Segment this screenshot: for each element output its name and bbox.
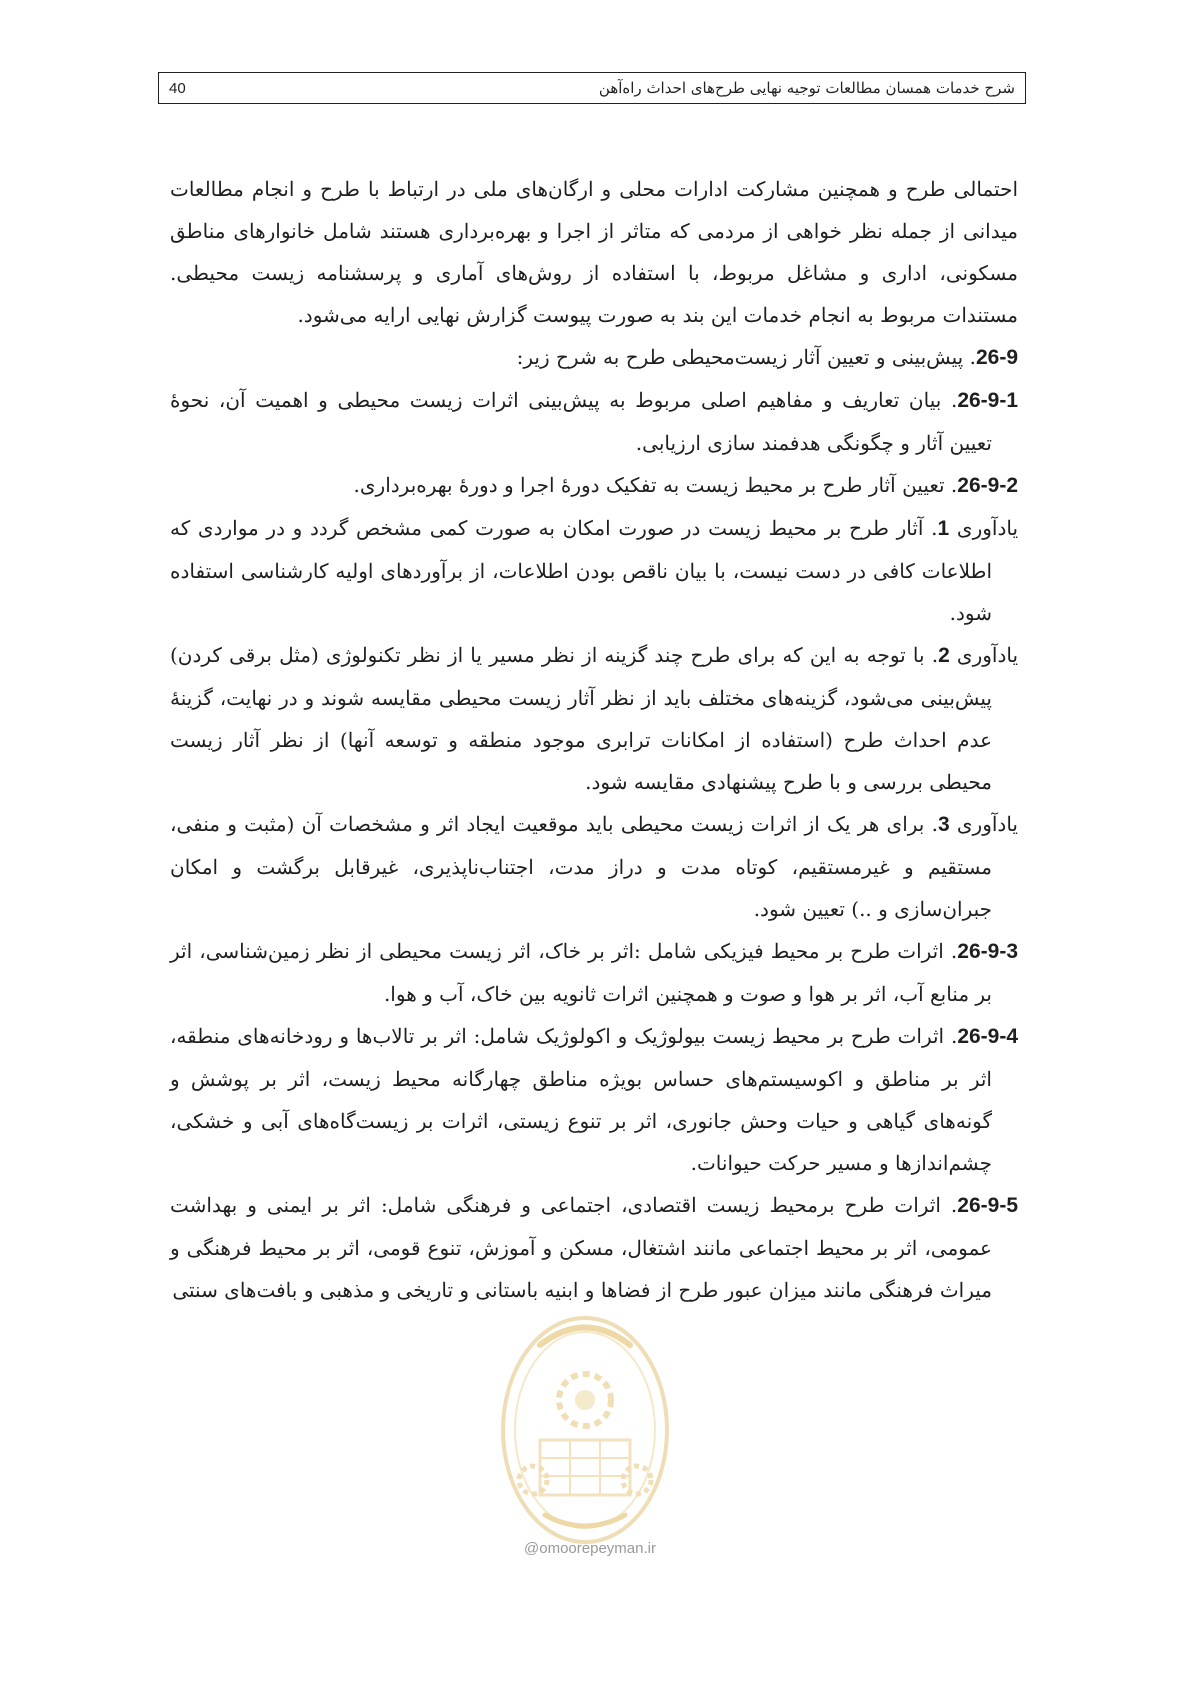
section-number: 26-9-2	[957, 474, 1018, 497]
note-label: یادآوری	[956, 643, 1019, 667]
section-text: بیان تعاریف و مفاهیم اصلی مربوط به پیش‌بینی اثرات زیست محیطی و اهمیت آن، نحوهٔ تعیین آثار و چگونگی هدفمند سازی ارزیابی.	[170, 388, 992, 455]
note-text: برای هر یک از اثرات زیست محیطی باید موقعیت ایجاد اثر و مشخصات آن (مثبت و منفی، مستقیم و غیرمستقیم، کوتاه مدت و دراز مدت، اجتناب‌ناپذیری، غیرقابل برگشت و امکان جبران‌سازی و ..) تعیین شود.	[170, 812, 992, 921]
section-number: 26-9-3	[957, 940, 1018, 963]
watermark-logo	[485, 1305, 685, 1555]
note-2: یادآوری 2. با توجه به این که برای طرح چند گزینه از نظر مسیر یا از نظر تکنولوژی (مثل برقی کردن) پیش‌بینی می‌شود، گزینه‌های مختلف باید از نظر آثار زیست محیطی مقایسه شوند و در نهایت، گزینهٔ عدم احداث طرح (استفاده از امکانات ترابری موجود منطقه و توسعه آنها) از نظر آثار زیست محیطی بررسی و با طرح پیشنهادی مقایسه شود.	[170, 643, 1019, 794]
section-26-9-4: 26-9-4. اثرات طرح بر محیط زیست بیولوژیک و اکولوژیک شامل: اثر بر تالاب‌ها و رودخانه‌های منطقه، اثر بر مناطق و اکوسیستم‌های حساس بویژه مناطق چهارگانه محیط زیست، اثر بر پوشش و گونه‌های گیاهی و حیات وحش جانوری، اثر بر تنوع زیستی، اثرات بر زیست‌گاه‌های آبی و خشکی، چشم‌اندازها و مسیر حرکت حیوانات.	[170, 1024, 1019, 1175]
page-number: 40	[169, 79, 186, 97]
note-1: یادآوری 1. آثار طرح بر محیط زیست در صورت امکان به صورت کمی مشخص گردد و در مواردی که اطلاعات کافی در دست نیست، با بیان ناقص بودن اطلاعات، از برآوردهای اولیه کارشناسی استفاده شود.	[170, 516, 1019, 625]
section-text: اثرات طرح بر محیط فیزیکی شامل :اثر بر خاک، اثر زیست محیطی از نظر زمین‌شناسی، اثر بر منابع آب، اثر بر هوا و صوت و همچنین اثرات ثانویه بین خاک، آب و هوا.	[170, 939, 992, 1006]
header-title: شرح خدمات همسان مطالعات توجیه نهایی طرح‌های احداث راه‌آهن	[598, 79, 1015, 97]
section-number: 26-9-5	[957, 1194, 1018, 1217]
section-text: اثرات طرح بر محیط زیست بیولوژیک و اکولوژیک شامل: اثر بر تالاب‌ها و رودخانه‌های منطقه، اثر بر مناطق و اکوسیستم‌های حساس بویژه مناطق چهارگانه محیط زیست، اثر بر پوشش و گونه‌های گیاهی و حیات وحش جانوری، اثر بر تنوع زیستی، اثرات بر زیست‌گاه‌های آبی و خشکی، چشم‌اندازها و مسیر حرکت حیوانات.	[170, 1024, 992, 1175]
document-body	[170, 168, 1018, 1311]
note-label: یادآوری	[956, 516, 1019, 540]
section-26-9-2: 26-9-2. تعیین آثار طرح بر محیط زیست به تفکیک دورهٔ اجرا و دورهٔ بهره‌برداری.	[353, 473, 1018, 497]
section-text: پیش‌بینی و تعیین آثار زیست‌محیطی طرح به شرح زیر:	[516, 345, 964, 369]
section-26-9-1: 26-9-1. بیان تعاریف و مفاهیم اصلی مربوط به پیش‌بینی اثرات زیست محیطی و اهمیت آن، نحوهٔ تعیین آثار و چگونگی هدفمند سازی ارزیابی.	[170, 388, 1019, 455]
section-text: اثرات طرح برمحیط زیست اقتصادی، اجتماعی و فرهنگی شامل: اثر بر ایمنی و بهداشت عمومی، اثر بر محیط اجتماعی مانند اشتغال، مسکن و آموزش، تنوع قومی، اثر بر محیط فرهنگی و میراث فرهنگی مانند میزان عبور طرح از فضاها و ابنیه باستانی و تاریخی و مذهبی و بافت‌های سنتی	[170, 1193, 992, 1302]
note-number: 1	[937, 517, 950, 540]
watermark-text: @omoorepeyman.ir	[524, 1540, 656, 1557]
note-number: 2	[938, 644, 950, 667]
note-label: یادآوری	[956, 812, 1018, 836]
section-number: 26-9-4	[957, 1025, 1019, 1048]
section-number: 26-9	[975, 346, 1018, 369]
section-number: 26-9-1	[957, 389, 1019, 412]
section-26-9: 26-9. پیش‌بینی و تعیین آثار زیست‌محیطی طرح به شرح زیر:	[516, 345, 1018, 369]
section-26-9-3: 26-9-3. اثرات طرح بر محیط فیزیکی شامل :اثر بر خاک، اثر زیست محیطی از نظر زمین‌شناسی، اثر بر منابع آب، اثر بر هوا و صوت و همچنین اثرات ثانویه بین خاک، آب و هوا.	[170, 939, 1018, 1006]
page-header	[158, 72, 1026, 104]
section-26-9-5: 26-9-5. اثرات طرح برمحیط زیست اقتصادی، اجتماعی و فرهنگی شامل: اثر بر ایمنی و بهداشت عمومی، اثر بر محیط اجتماعی مانند اشتغال، مسکن و آموزش، تنوع قومی، اثر بر محیط فرهنگی و میراث فرهنگی مانند میزان عبور طرح از فضاها و ابنیه باستانی و تاریخی و مذهبی و بافت‌های سنتی	[170, 1193, 1018, 1302]
note-number: 3	[937, 813, 950, 836]
note-3: یادآوری 3. برای هر یک از اثرات زیست محیطی باید موقعیت ایجاد اثر و مشخصات آن (مثبت و منفی، مستقیم و غیرمستقیم، کوتاه مدت و دراز مدت، اجتناب‌ناپذیری، غیرقابل برگشت و امکان جبران‌سازی و ..) تعیین شود.	[170, 812, 1018, 921]
note-text: با توجه به این که برای طرح چند گزینه از نظر مسیر یا از نظر تکنولوژی (مثل برقی کردن) پیش‌بینی می‌شود، گزینه‌های مختلف باید از نظر آثار زیست محیطی مقایسه شوند و در نهایت، گزینهٔ عدم احداث طرح (استفاده از امکانات ترابری موجود منطقه و توسعه آنها) از نظر آثار زیست محیطی بررسی و با طرح پیشنهادی مقایسه شود.	[170, 643, 992, 794]
section-text: تعیین آثار طرح بر محیط زیست به تفکیک دورهٔ اجرا و دورهٔ بهره‌برداری.	[353, 473, 945, 497]
intro-paragraph: احتمالی طرح و همچنین مشارکت ادارات محلی و ارگان‌های ملی در ارتباط با طرح و انجام مطالعات میدانی از جمله نظر خواهی از مردمی که متاثر از اجرا و بهره‌برداری هستند شامل خانوارهای مناطق مسکونی، اداری و مشاغل مربوط، با استفاده از روش‌های آماری و پرسشنامه زیست محیطی. مستندات مربوط به انجام خدمات این بند به صورت پیوست گزارش نهایی ارایه می‌شود.	[170, 177, 1018, 327]
note-text: آثار طرح بر محیط زیست در صورت امکان به صورت کمی مشخص گردد و در مواردی که اطلاعات کافی در دست نیست، با بیان ناقص بودن اطلاعات، از برآوردهای اولیه کارشناسی استفاده شود.	[170, 516, 992, 625]
